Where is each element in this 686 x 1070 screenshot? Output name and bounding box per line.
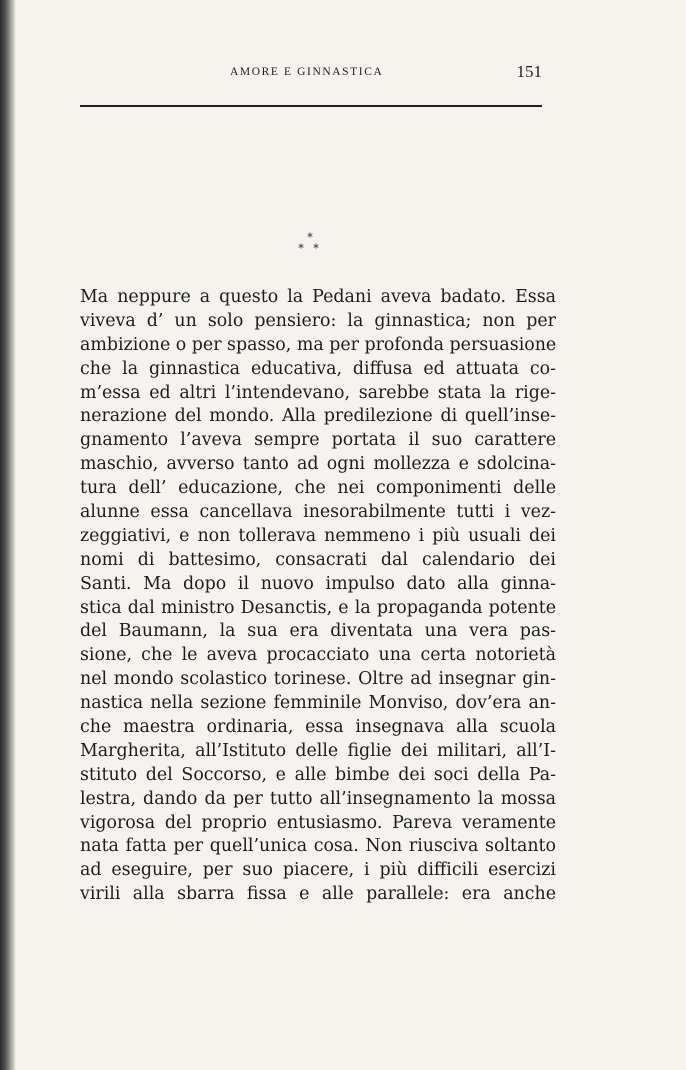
text-line: del Baumann, la sua era diventata una vera pas- [80, 621, 556, 642]
text-line: viveva d’ un solo pensiero: la ginnastica; non per [80, 310, 556, 331]
text-line: lestra, dando da per tutto all’insegnamento la mossa [80, 788, 556, 809]
text-line: nomi di battesimo, consacrati dal calendario dei [80, 549, 556, 570]
asterism-bottom-stars: * * [298, 242, 322, 255]
text-line: sione, che le aveva procacciato una certa notorietà [80, 645, 556, 666]
text-line: ad eseguire, per suo piacere, i più difficili esercizi [80, 860, 556, 881]
text-line: maschio, avverso tanto ad ogni mollezza e sdolcina- [80, 454, 556, 475]
text-line: stica dal ministro Desanctis, e la propaganda potente [80, 597, 556, 618]
text-line: stituto del Soccorso, e alle bimbe dei soci della Pa- [80, 764, 556, 785]
page-number: 151 [516, 62, 542, 81]
running-title: AMORE E GINNASTICA [230, 66, 384, 78]
page-gutter-shadow [0, 0, 16, 1070]
text-line: vigorosa del proprio entusiasmo. Pareva veramente [80, 812, 556, 833]
text-line: zeggiativi, e non tollerava nemmeno i più usuali dei [80, 525, 556, 546]
text-line: gnamento l’aveva sempre portata il suo carattere [80, 430, 556, 451]
page-header [80, 62, 542, 86]
text-line: ambizione o per spasso, ma per profonda persuasione [80, 334, 557, 355]
text-line: Margherita, all’Istituto delle figlie dei militari, all’I- [80, 740, 556, 761]
text-line: alunne essa cancellava inesorabilmente tutti i vez- [80, 502, 556, 523]
header-rule [80, 105, 542, 107]
text-line: virili alla sbarra fissa e alle parallele: era anche [80, 884, 556, 905]
asterism-top-star: * [307, 231, 313, 244]
text-line: che maestra ordinaria, essa insegnava alla scuola [80, 717, 556, 738]
text-line: tura dell’ educazione, che nei componimenti delle [80, 478, 556, 499]
text-line: nel mondo scolastico torinese. Oltre ad insegnar gin- [80, 669, 556, 690]
text-line: nata fatta per quell’unica cosa. Non riusciva soltanto [80, 836, 556, 857]
text-line: Ma neppure a questo la Pedani aveva badato. Essa [80, 287, 556, 307]
body-text [80, 286, 556, 907]
text-line: nerazione del mondo. Alla predilezione di quell’inse- [80, 406, 556, 427]
text-line: m’essa ed altri l’intendevano, sarebbe stata la rige- [80, 382, 556, 403]
text-line: che la ginnastica educativa, diffusa ed attuata co- [80, 358, 556, 379]
text-line: Santi. Ma dopo il nuovo impulso dato alla ginna- [80, 573, 556, 594]
section-break-asterism [290, 232, 330, 264]
text-line: nastica nella sezione femminile Monviso, dov’era an- [80, 693, 556, 714]
